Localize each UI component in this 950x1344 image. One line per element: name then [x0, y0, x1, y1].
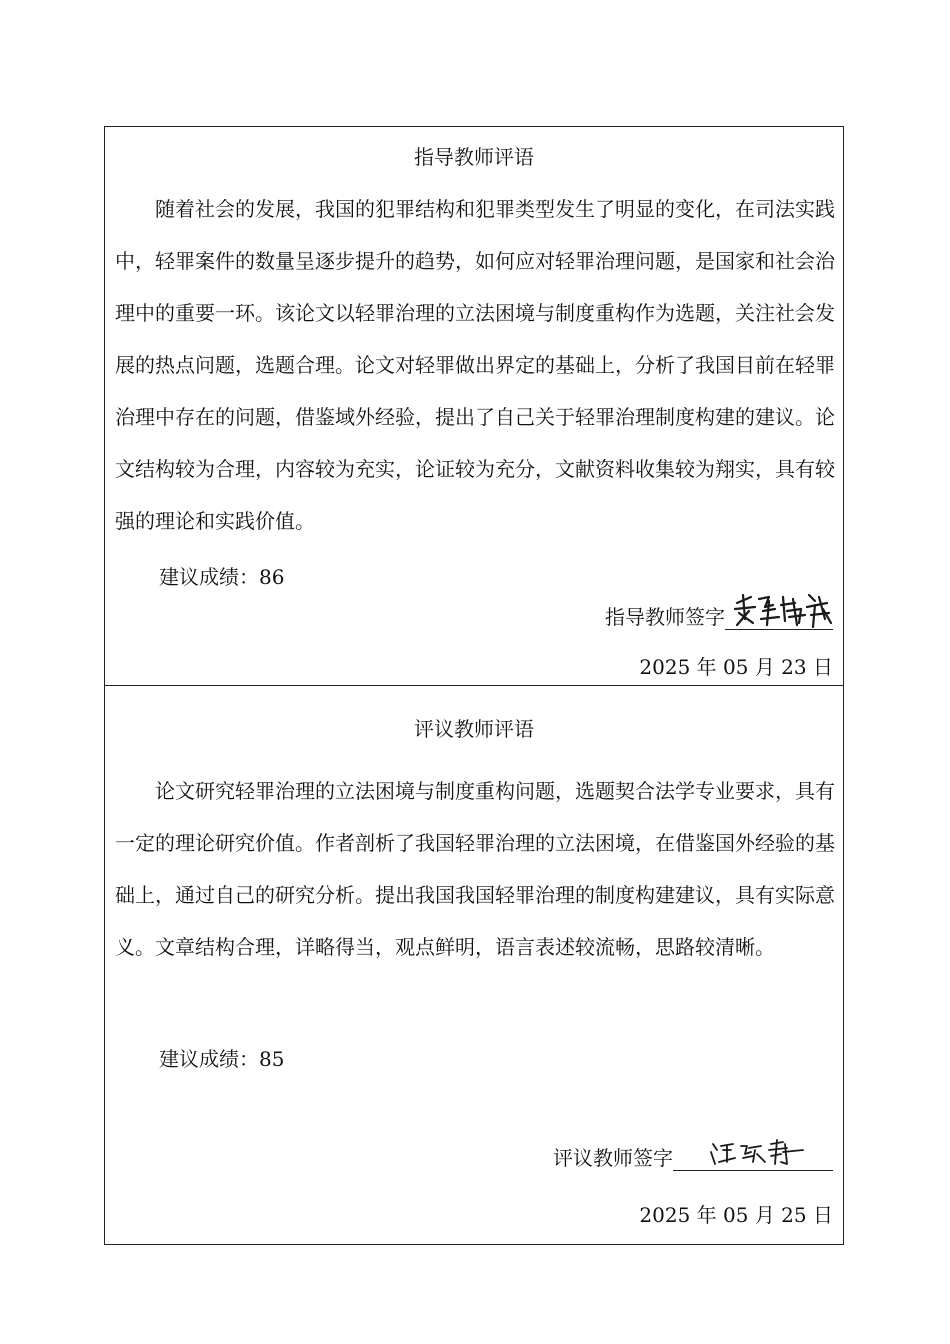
- advisor-handwritten-signature: [729, 589, 833, 629]
- reviewer-date: 2025 年 05 月 25 日: [639, 1203, 833, 1227]
- reviewer-signature-row: [553, 1136, 833, 1171]
- advisor-comment-section: [104, 126, 844, 686]
- advisor-signature-row: [605, 589, 833, 630]
- reviewer-comment-text: 论文研究轻罪治理的立法困境与制度重构问题，选题契合法学专业要求，具有一定的理论研究价值。作者剖析了我国轻罪治理的立法困境，在借鉴国外经验的基础上，通过自己的研究分析。提出我国我国轻罪治理的制度构建建议，具有实际意义。文章结构合理，详略得当，观点鲜明，语言表述较流畅，思路较清晰。: [115, 779, 835, 959]
- reviewer-signature-line: [673, 1136, 833, 1171]
- reviewer-suggested-grade: 建议成绩：85: [159, 1047, 285, 1071]
- advisor-signature-label: 指导教师签字: [605, 605, 725, 629]
- advisor-comment-text: 随着社会的发展，我国的犯罪结构和犯罪类型发生了明显的变化，在司法实践中，轻罪案件的数量呈逐步提升的趋势，如何应对轻罪治理问题，是国家和社会治理中的重要一环。该论文以轻罪治理的立法困境与制度重构作为选题，关注社会发展的热点问题，选题合理。论文对轻罪做出界定的基础上，分析了我国目前在轻罪治理中存在的问题，借鉴域外经验，提出了自己关于轻罪治理制度构建的建议。论文结构较为合理，内容较为充实，论证较为充分，文献资料收集较为翔实，具有较强的理论和实践价值。: [115, 197, 835, 533]
- reviewer-signature-label: 评议教师签字: [553, 1146, 673, 1170]
- advisor-date: 2025 年 05 月 23 日: [639, 655, 833, 679]
- advisor-signature-line: [725, 589, 833, 630]
- reviewer-comment-section: [104, 685, 844, 1245]
- advisor-comment-title: 指导教师评语: [414, 145, 534, 169]
- advisor-suggested-grade: 建议成绩：86: [159, 565, 285, 589]
- reviewer-comment-title: 评议教师评语: [414, 717, 534, 741]
- reviewer-handwritten-signature: [677, 1136, 807, 1170]
